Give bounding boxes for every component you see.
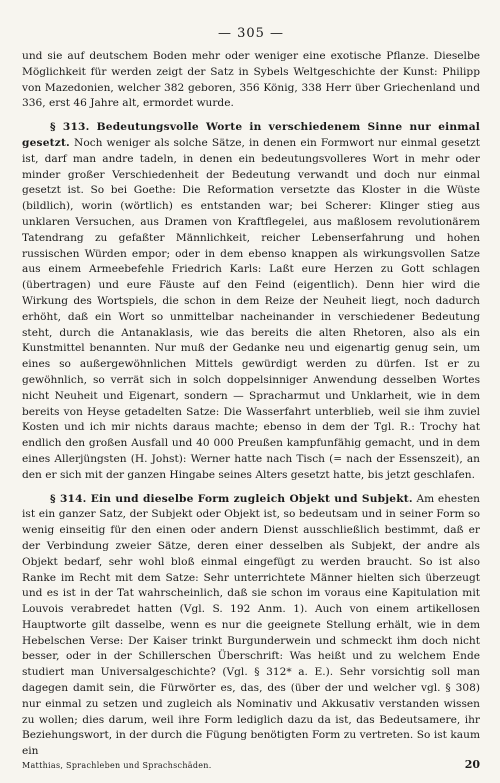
section-314-heading: § 314. Ein und dieselbe Form zugleich Objekt und Subjekt. — [50, 492, 413, 505]
page-number: — 305 — — [217, 26, 285, 41]
body-text — [22, 49, 480, 760]
section-314 — [22, 492, 480, 761]
section-313-heading: § 313. Bedeutungsvolle Worte in verschiedenem Sinne nur einmal gesetzt. — [22, 121, 480, 149]
footer-signature: Matthias, Sprachleben und Sprachschäden. — [22, 761, 212, 770]
section-314-text: Am ehesten ist ein ganzer Satz, der Subjekt oder Objekt ist, so bedeutsam und in seiner Form so wenig einseitig für den einen oder andern Dienst ausschließlich bestimmt, daß er der Verbindung zweier Sätze, deren einer desselben als Subjekt, der andre als Objekt bedarf, sehr wohl bloß einmal eingefügt zu werden braucht. So ist also Ranke im Recht mit dem Satze: Sehr unterrichtete Männer hielten sich überzeugt und es ist in der Tat wahrscheinlich, daß sie schon im voraus eine Kapitulation mit Louvois verabredet hatten (Vgl. S. 192 Anm. 1). Auch von einem artikellosen Hauptworte gilt dasselbe, wenn es nur die geeignete Stellung erhält, wie in dem Hebelschen Verse: Der Kaiser trinkt Burgunderwein und schmeckt ihm doch nicht besser, oder in der Schillerschen Überschrift: Was heißt und zu welchem Ende studiert man Universalgeschichte? (Vgl. § 312* a. E.). Sehr vorsichtig soll man dagegen damit sein, die Fürwörter es, das, des (über der und welcher vgl. § 308) nur einmal zu setzen und zugleich als Nominativ und Akkusativ verstanden wissen zu wollen; dies darum, weil ihre Form lediglich dazu da ist, das Bedeutsamere, ihr Beziehungswort, in der durch die Fügung benötigten Form zu vertreten. So ist kaum ein — [22, 492, 480, 758]
section-313 — [22, 120, 480, 483]
footer-sheet-number: 20 — [464, 758, 480, 771]
intro-paragraph: und sie auf deutschem Boden mehr oder weniger eine exotische Pflanze. Dieselbe Möglichkeit für werden zeigt der Satz in Sybels Weltgeschichte der Kunst: Philipp von Mazedonien, welcher 382 geboren, 356 König, 338 Herr über Griechenland und 336, erst 46 Jahre alt, ermordet wurde. — [22, 50, 480, 110]
page-footer — [22, 758, 480, 771]
section-313-text: Noch weniger als solche Sätze, in denen ein Formwort nur einmal gesetzt ist, darf man andre tadeln, in denen ein bedeutungsvolleres Wort in mehr oder minder großer Verschiedenheit der Bedeutung verwandt und doch nur einmal gesetzt ist. So bei Goethe: Die Reformation versetzte das Kloster in die Wüste (bildlich), worin (wörtlich) es entstanden war; bei Scherer: Klinger stieg aus unklaren Versuchen, aus Dramen von Kraftflegelei, aus maßlosem revolutionärem Tatendrang zu gefaßter Männlichkeit, reicher Lebenserfahrung und hohen russischen Würden empor; oder in dem ebenso knappen als wirkungsvollen Satze aus einem Armeebefehle Friedrich Karls: Laßt eure Herzen zu Gott schlagen (übertragen) und eure Fäuste auf den Feind (eigentlich). Denn hier wird die Wirkung des Wortspiels, die schon in dem Reize der Neuheit liegt, noch dadurch erhöht, daß ein Wort so unmittelbar nacheinander in verschiedener Bedeutung steht, durch die Antanaklasis, wie das bereits die alten Rhetoren, also als ein Kunstmittel benannten. Nur muß der Gedanke neu und eigenartig genug sein, um eines so außergewöhnlichen Mittels gewürdigt werden zu dürfen. Ist er zu gewöhnlich, so verrät sich in solch doppelsinniger Anwendung desselben Wortes nicht Neuheit und Eigenart, sondern — Spracharmut und Unklarheit, wie in dem bereits von Heyse getadelten Satze: Die Wasserfahrt unterblieb, weil sie ihm zuviel Kosten und ich mir nichts daraus machte; ebenso in dem der Tgl. R.: Trochy hat endlich den großen Ausfall und 40 000 Preußen kampfunfähig gemacht, und in dem eines Allerjüngsten (H. Johst): Werner hatte nach Tisch (= nach der Essenszeit), an den er sich mit der ganzen Hingabe seines Alters gesetzt hatte, bis jetzt geschlafen. — [22, 136, 480, 481]
